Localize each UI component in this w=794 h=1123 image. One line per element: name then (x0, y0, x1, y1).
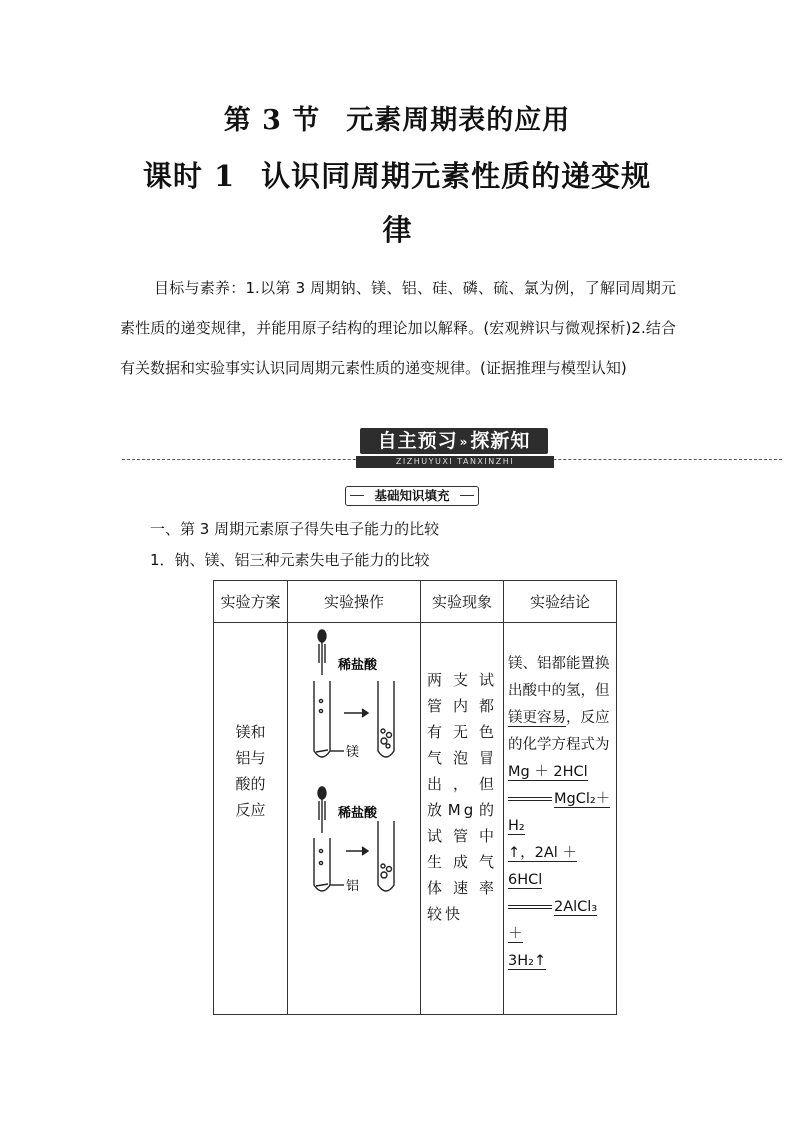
metal-label: 铝 (346, 879, 360, 894)
table-header-row (214, 581, 617, 623)
banner-pinyin: ZIZHUYUXI TANXINZHI (356, 456, 554, 468)
experiment-phenomenon-cell: 两支试管内都有无色气泡冒出，但放Mg的试管中生成气体速率较快 (421, 623, 504, 1015)
section-heading: 第 3 节 元素周期表的应用 (223, 105, 571, 136)
table-header: 实验结论 (504, 581, 617, 623)
table-header: 实验现象 (421, 581, 504, 623)
acid-label: 稀盐酸 (338, 806, 378, 821)
equals-sign (508, 797, 552, 801)
experiment-conclusion-cell: 镁、铝都能置换出酸中的氢，但镁更容易，反应的化学方程式为Mg ＋ 2HCl MgCl₂＋H₂ ↑，2Al ＋ 6HCl 2AlCl₃ ＋ 3H₂↑ (504, 623, 617, 1015)
table-row (214, 623, 617, 1015)
section-banner: 自主预习 » 探新知 (360, 428, 548, 454)
learning-goals: 目标与素养：1.以第 3 周期钠、镁、铝、硅、磷、硫、氯为例，了解同周期元素性质的递变规律，并能用原子结构的理论加以解释。(宏观辨识与微观探析)2.结合有关数据和实验事实认识同周期元素性质的递变规律。(证据推理与模型认知) (120, 279, 676, 377)
experiment-plan-cell: 镁和 铝与 酸的 反应 (214, 623, 288, 1015)
lesson-heading-cont: 律 (382, 213, 412, 247)
subsection-title: 1．钠、镁、铝三种元素失电子能力的比较 (150, 551, 430, 569)
double-arrow-icon: » (459, 434, 469, 449)
lesson-heading: 课时 1 认识同周期元素性质的递变规 (142, 159, 652, 193)
equation: Mg ＋ 2HCl (508, 764, 588, 780)
section-title: 一、第 3 周期元素原子得失电子能力的比较 (150, 520, 440, 538)
table-header: 实验方案 (214, 581, 288, 623)
experiment-operation-cell (288, 623, 421, 1015)
answer-blank: 镁更容易 (508, 710, 566, 726)
equals-sign (508, 905, 552, 909)
test-tube-diagram (288, 623, 420, 918)
acid-label: 稀盐酸 (338, 658, 378, 673)
experiment-table (213, 580, 617, 1015)
subsection-label: 基础知识填充 (345, 486, 479, 506)
table-header: 实验操作 (288, 581, 421, 623)
metal-label: 镁 (346, 745, 360, 760)
